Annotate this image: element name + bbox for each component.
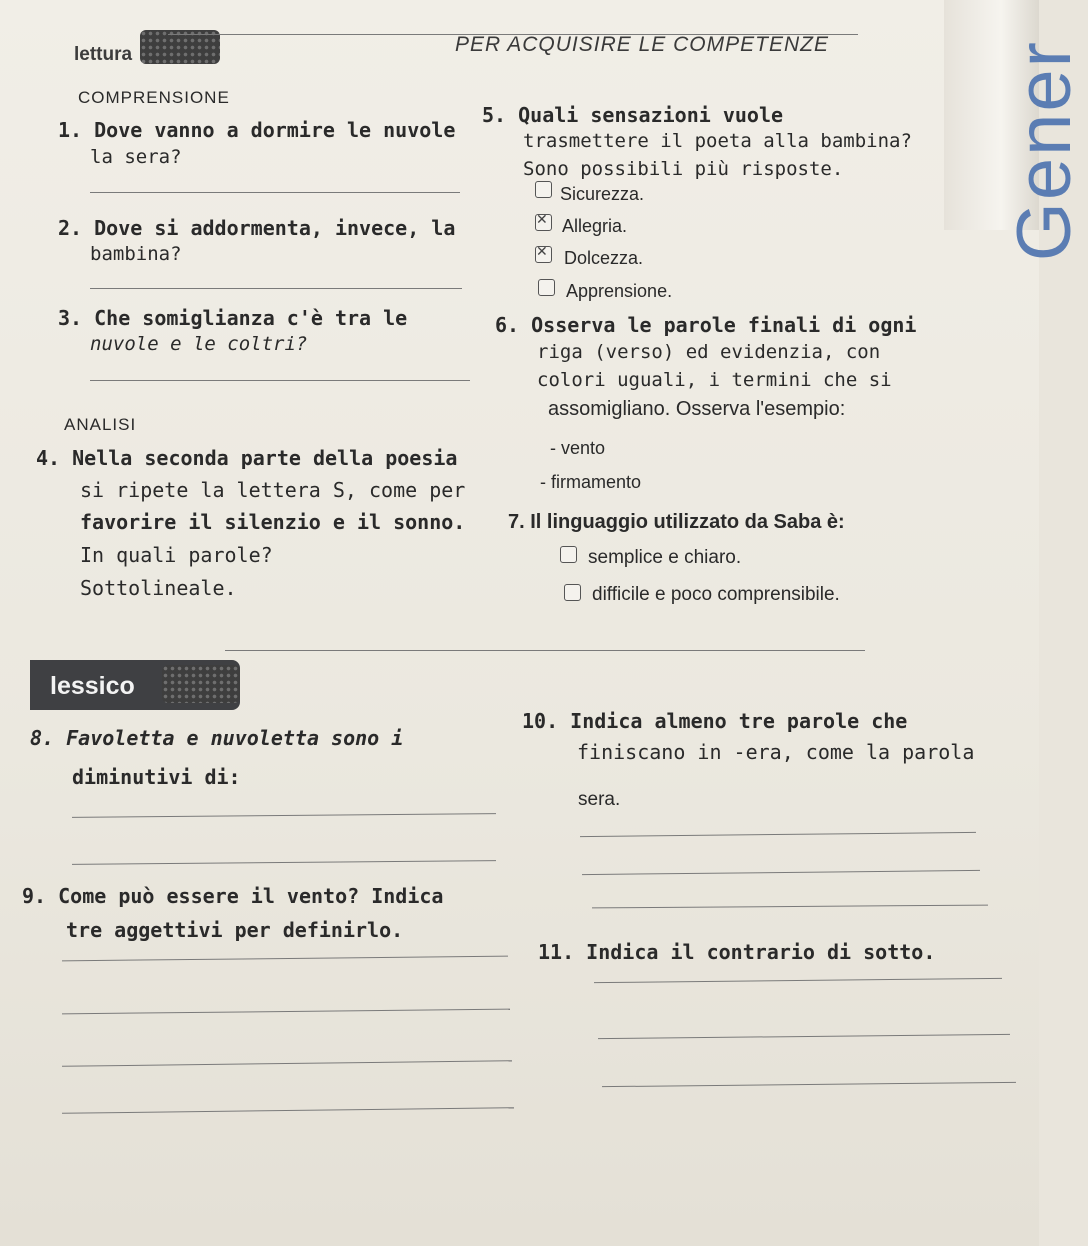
q10-answer-line-1[interactable]: [580, 832, 976, 837]
q11-question: 11. Indica il contrario di sotto.: [538, 940, 936, 964]
q6-line1: 6. Osserva le parole finali di ogni: [495, 313, 917, 337]
q6-line2: riga (verso) ed evidenzia, con: [537, 341, 881, 363]
q1-line2: la sera?: [90, 146, 182, 168]
q7-option-difficile-label: difficile e poco comprensibile.: [592, 584, 840, 605]
q10-line2: finiscano in -era, come la parola: [577, 740, 975, 764]
q3-answer-line[interactable]: [90, 380, 470, 381]
q10-line3: sera.: [578, 789, 621, 810]
q8-line1: 8. Favoletta e nuvoletta sono i: [30, 726, 404, 750]
q7-question: 7. Il linguaggio utilizzato da Saba è:: [508, 511, 845, 533]
q9-line1: 9. Come può essere il vento? Indica: [22, 884, 444, 908]
q2-line2: bambina?: [90, 243, 182, 265]
q11-answer-line-3[interactable]: [602, 1082, 1016, 1087]
lessico-tag-dots: [162, 665, 240, 703]
q9-answer-line-1[interactable]: [62, 956, 508, 962]
q7-option-difficile-checkbox[interactable]: [564, 584, 581, 601]
q7-option-semplice-checkbox[interactable]: [560, 546, 577, 563]
q9-answer-line-3[interactable]: [62, 1060, 512, 1066]
q3-line2: nuvole e le coltri?: [90, 333, 308, 355]
q11-answer-line-1[interactable]: [594, 978, 1002, 983]
q5-option-dolcezza-label: Dolcezza.: [564, 248, 644, 268]
lessico-heading: lessico: [50, 672, 135, 700]
q6-line3: colori uguali, i termini che si: [537, 369, 892, 391]
q4-line5: Sottolineale.: [80, 576, 237, 600]
q5-option-apprensione-checkbox[interactable]: [538, 279, 555, 296]
page-title: PER ACQUISIRE LE COMPETENZE: [455, 33, 829, 56]
q5-option-allegria-label: Allegria.: [562, 216, 628, 236]
q9-line2: tre aggettivi per definirlo.: [66, 918, 404, 942]
q5-line1: 5. Quali sensazioni vuole: [482, 103, 784, 127]
q5-line2: trasmettere il poeta alla bambina?: [523, 130, 912, 152]
q1-answer-line[interactable]: [90, 192, 460, 193]
q5-dolcezza-check-mark: ✕: [536, 244, 548, 260]
q11-answer-line-2[interactable]: [598, 1034, 1010, 1039]
q5-option-apprensione-label: Apprensione.: [566, 281, 673, 301]
q7-option-semplice-label: semplice e chiaro.: [588, 547, 742, 568]
q10-answer-line-2[interactable]: [582, 870, 980, 875]
q8-answer-line-1[interactable]: [72, 813, 496, 818]
section-tag-lettura: lettura: [74, 44, 133, 65]
q2-answer-line[interactable]: [90, 288, 462, 289]
q10-answer-line-3[interactable]: [592, 905, 988, 909]
q10-line1: 10. Indica almeno tre parole che: [522, 709, 908, 733]
q4-line2: si ripete la lettera S, come per: [80, 478, 466, 502]
q3-line1: 3. Che somiglianza c'è tra le: [58, 306, 408, 330]
q9-answer-line-4[interactable]: [62, 1107, 514, 1114]
q5-option-sicurezza-checkbox[interactable]: [535, 181, 552, 198]
q8-line2: diminutivi di:: [72, 765, 241, 789]
analisi-heading: ANALISI: [64, 415, 137, 434]
side-title-text: Gener: [1002, 40, 1087, 262]
q4-line3: favorire il silenzio e il sonno.: [80, 510, 466, 534]
q5-allegria-check-mark: ✕: [536, 212, 548, 228]
q5-option-sicurezza-label: Sicurezza.: [560, 184, 645, 204]
q1-line1: 1. Dove vanno a dormire le nuvole: [58, 118, 456, 142]
section-tag-dots: [140, 30, 220, 64]
comprensione-heading: COMPRENSIONE: [78, 88, 230, 107]
q6-example-firmamento: - firmamento: [540, 472, 642, 492]
q5-line3: Sono possibili più risposte.: [523, 158, 844, 180]
q4-line1: 4. Nella seconda parte della poesia: [36, 446, 458, 470]
q2-line1: 2. Dove si addormenta, invece, la: [58, 216, 456, 240]
q8-answer-line-2[interactable]: [72, 860, 496, 865]
q6-line4: assomigliano. Osserva l'esempio:: [548, 398, 846, 420]
q4-line4: In quali parole?: [80, 543, 273, 567]
q9-answer-line-2[interactable]: [62, 1009, 510, 1015]
lessico-rule: [225, 650, 865, 651]
q6-example-vento: - vento: [550, 438, 606, 458]
